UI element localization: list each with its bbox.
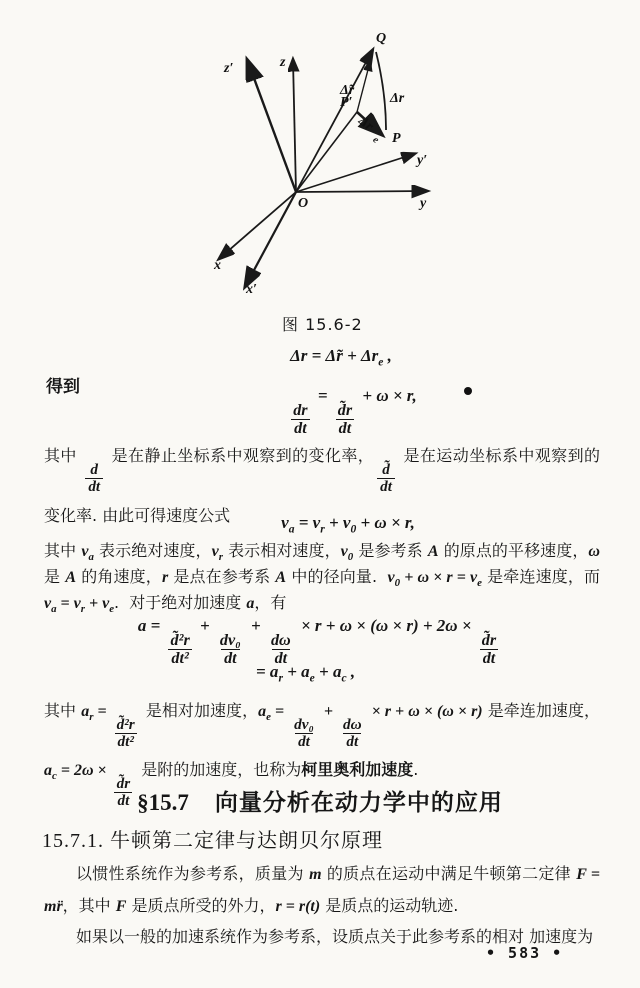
paragraph-newton-law: 以惯性系统作为参考系，质量为 m 的质点在运动中满足牛顿第二定律 F = mr̈，其中 F 是质点所受的外力，r = r(t) 是质点的运动轨迹. <box>44 864 604 915</box>
origin-label: O <box>298 196 309 211</box>
x-axis-label: x <box>214 258 221 273</box>
delta-r-tilde-label: Δ̃r <box>340 83 355 98</box>
section-heading <box>0 784 640 817</box>
point-q-label: Q <box>376 31 387 46</box>
subsection-number: 15.7.1. <box>42 830 104 852</box>
section-number: §15.7 <box>137 790 189 815</box>
equation-acceleration-line2: = $a_r + a_e + a_c$ , <box>256 662 356 685</box>
paragraph-accelerating-frame: 如果以一般的加速系统作为参考系，设质点关于此参考系的相对 加速度为 <box>76 927 594 946</box>
paragraph-acceleration-terms: 其中 $a_r$ = $\frac{\text{d̃²r}}{\text{dt²}}$ 是相对加速度，$a_e$ = $\frac{\text{dv₀}}{dt}$ + $\frac{d\omega}{dt}$ × r + ω × (ω × r) 是牵连加速度， $a_c = 2\omega$ × $\frac{d̃r}{dt}$ 是附的加速度，也称为柯里奥利加速度. <box>44 701 606 810</box>
x-axis <box>220 192 296 258</box>
y-axis-label: y <box>420 196 427 211</box>
equation-delta-r: Δr = Δ̃r + $\Delta r_e$ , <box>290 346 392 369</box>
z-axis <box>293 60 296 192</box>
x-prime-axis-label: x′ <box>246 282 257 297</box>
lead-in-text: 得到 <box>46 377 80 397</box>
vector-delta-r <box>376 52 386 130</box>
figure-caption: 图 15.6-2 <box>282 315 363 334</box>
point-p-label: P <box>392 131 401 146</box>
z-axis-label: z <box>280 55 286 70</box>
equation-dr-dt: $\frac{dr}{dt}$ = $\frac{d̃r}{dt}$ + ω × r, <box>0 386 640 438</box>
z-prime-axis <box>248 62 296 192</box>
coordinate-frame-diagram <box>180 10 450 308</box>
delta-r-label: Δr <box>390 91 405 106</box>
y-axis <box>296 191 426 192</box>
y-prime-axis-label: y′ <box>417 153 428 168</box>
subsection-title: 牛顿第二定律与达朗贝尔原理 <box>110 828 383 852</box>
equation-acceleration-line1: a = $\frac{\text{d̃²r}}{\text{dt²}}$ + $\frac{\text{dv₀}}{dt}$ + $\frac{d\omega}{dt}$ × r + ω × (ω × r) + 2ω × $\frac{d̃r}{dt}$ <box>0 616 640 668</box>
point-p-prime-label: P′ <box>340 95 353 110</box>
z-prime-axis-label: z′ <box>224 61 234 76</box>
ink-dot <box>464 387 472 395</box>
paragraph-rate-of-change: 其中 $\frac{d}{dt}$ 是在静止坐标系中观察到的变化率， $\frac{d̃}{dt}$ 是在运动坐标系中观察到的 变化率. 由此可得速度公式 <box>44 446 606 525</box>
vector-delta-r-tilde <box>357 62 370 112</box>
page-number: • 583 • <box>486 944 564 962</box>
delta-r-e-label <box>352 113 386 146</box>
delta-r-e-sub: e <box>370 134 381 146</box>
section-title: 向量分析在动力学中的应用 <box>214 790 503 816</box>
vector-OP-prime <box>296 112 357 192</box>
paragraph-velocity-terms: 其中 $v_a$ 表示绝对速度，$v_r$ 表示相对速度，$v_0$ 是参考系 A 的原点的平移速度，ω 是 A 的角速度，r 是点在参考系 A 中的径向量. $v_0 + \omega \times r = v_e$ 是牵连速度，而 $v_a = v_r + v_e$. 对于绝对加速度 a，有 <box>44 541 606 616</box>
figure-15-6-2 <box>180 10 450 312</box>
subsection-heading <box>42 824 383 853</box>
equation-velocity: $v_a = v_r + v_0 + \omega \times r$, <box>281 513 415 536</box>
x-prime-axis <box>246 192 296 285</box>
delta-r-e-main: Δr <box>355 113 376 135</box>
